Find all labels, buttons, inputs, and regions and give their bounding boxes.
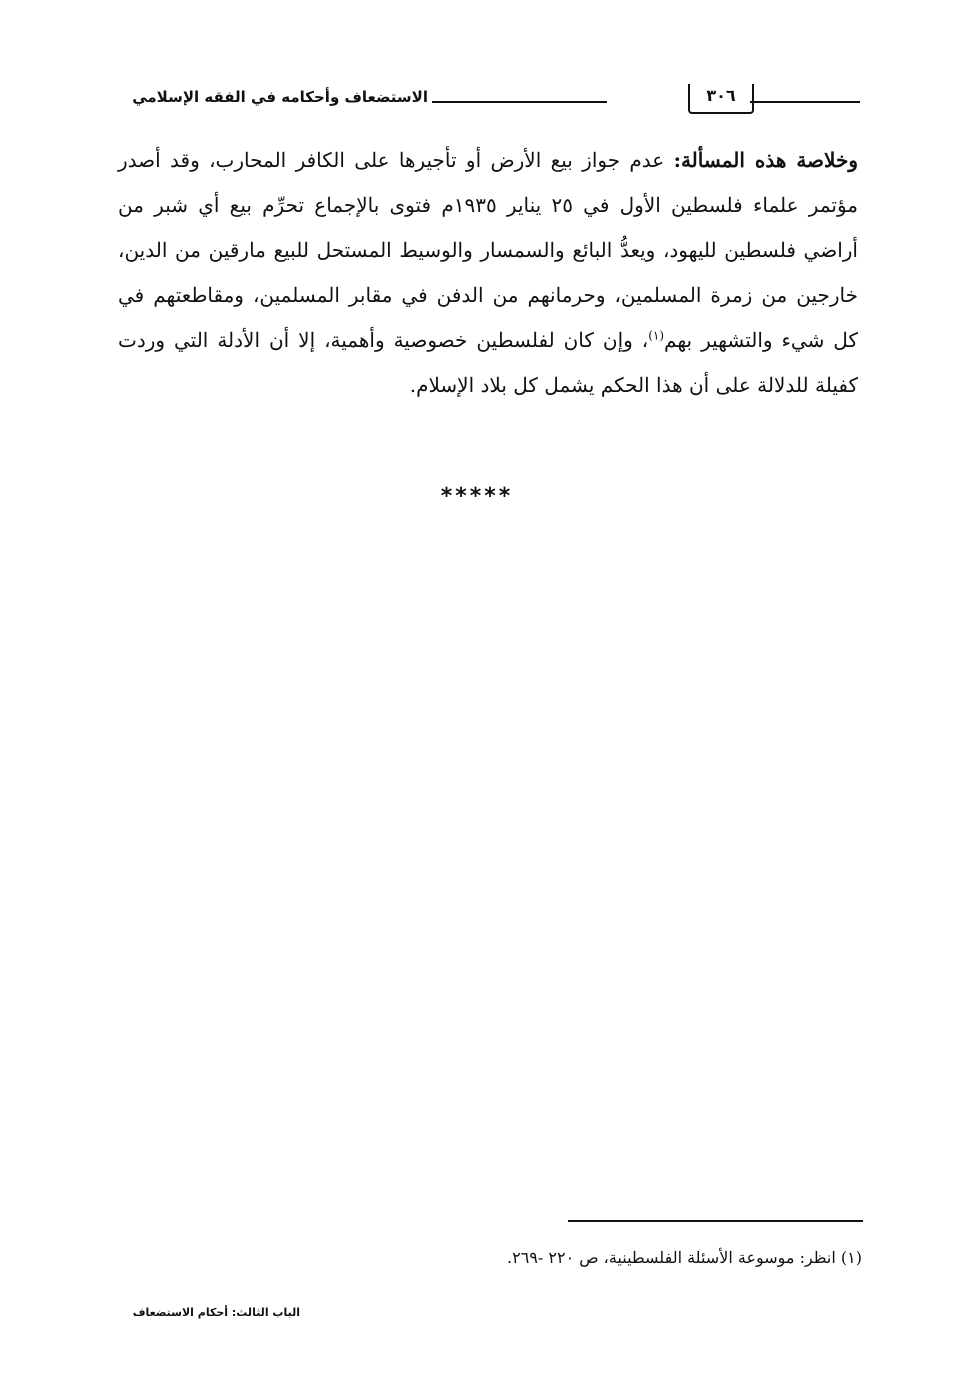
header-rule-outer xyxy=(750,101,860,103)
paragraph-text-2: ، وإن كان لفلسطين خصوصية وأهمية، إلا أن الأدلة التي وردت كفيلة للدلالة على أن هذا الحكم يشمل كل بلاد الإسلام. xyxy=(118,328,858,397)
body-paragraph xyxy=(118,138,858,408)
footnote-reference: (١) xyxy=(648,328,665,343)
footnote: (١) انظر: موسوعة الأسئلة الفلسطينية، ص ٢٢٠ -٢٦٩. xyxy=(507,1248,862,1267)
header-rule xyxy=(432,101,607,103)
running-footer: الباب الثالث: أحكام الاستضعاف xyxy=(132,1306,300,1319)
page-number-box xyxy=(688,84,754,114)
section-separator: ***** xyxy=(440,484,514,509)
paragraph-lead: وخلاصة هذه المسألة: xyxy=(673,148,858,172)
running-header xyxy=(110,80,860,120)
paragraph-text-1: عدم جواز بيع الأرض أو تأجيرها على الكافر المحارب، وقد أصدر مؤتمر علماء فلسطين الأول في ٢٥ يناير ١٩٣٥م فتوى بالإجماع تحرِّم بيع أي شبر من أراضي فلسطين لليهود، ويعدُّ البائع والسمسار والوسيط المستحل للبيع مارقين من الدين، خارجين من زمرة المسلمين، وحرمانهم من الدفن في مقابر المسلمين، ومقاطعتهم في كل شيء والتشهير بهم xyxy=(118,148,859,352)
header-title: الاستضعاف وأحكامه في الفقه الإسلامي xyxy=(132,88,428,106)
page-number: ٣٠٦ xyxy=(706,86,736,105)
footnote-rule xyxy=(568,1220,863,1222)
